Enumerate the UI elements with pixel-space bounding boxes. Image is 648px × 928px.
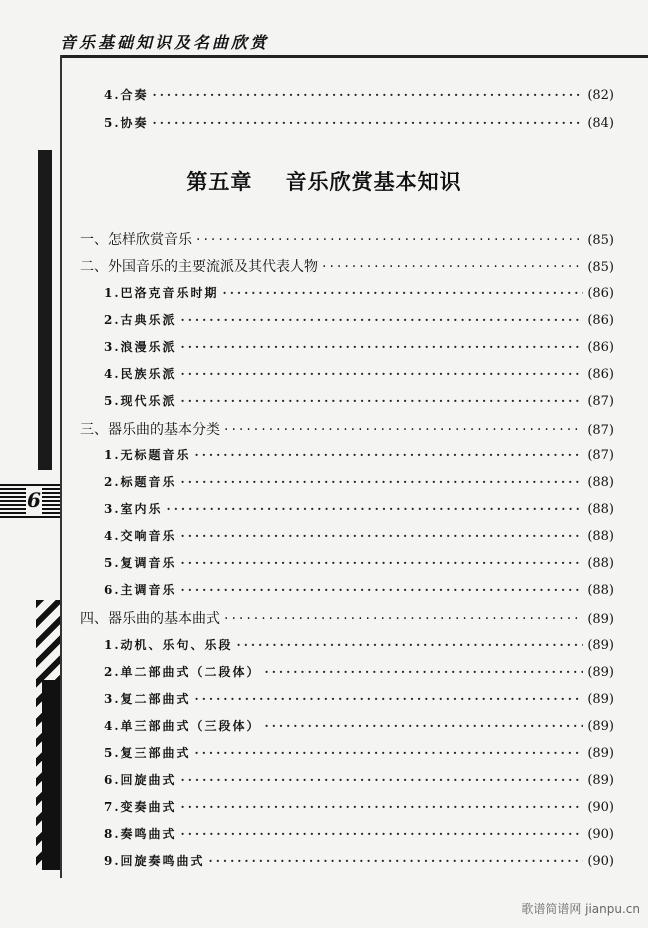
toc-entry[interactable]: [104, 446, 614, 463]
toc-section[interactable]: [80, 419, 614, 439]
toc-entry-title: 3.浪漫乐派: [104, 340, 177, 354]
toc-leader-dots: [181, 827, 584, 841]
toc-entry[interactable]: [104, 744, 614, 761]
toc-entry-page: (89): [587, 638, 614, 653]
toc-entry-title: 2.单二部曲式（二段体）: [104, 665, 261, 679]
toc-entry-title: 1.巴洛克音乐时期: [104, 286, 219, 300]
toc-leader-dots: [181, 475, 584, 489]
toc-entry-page: (90): [587, 854, 614, 869]
toc-section[interactable]: [80, 608, 614, 628]
toc-entry-title: 4.单三部曲式（三段体）: [104, 719, 261, 733]
toc-entry[interactable]: [104, 392, 614, 409]
toc-entry-title: 1.无标题音乐: [104, 448, 191, 462]
toc-entry[interactable]: [104, 663, 614, 680]
toc-entry[interactable]: [104, 338, 614, 355]
toc-entry-page: (86): [587, 340, 614, 355]
toc-entry-page: (89): [587, 692, 614, 707]
toc-entry-title: 4.交响音乐: [104, 529, 177, 543]
toc-entry-title: 4.合奏: [104, 88, 149, 102]
toc-entry[interactable]: [104, 690, 614, 707]
toc-leader-dots: [265, 665, 584, 679]
margin-decoration-bar-lower: [42, 680, 60, 870]
toc-entry-title: 5.协奏: [104, 116, 149, 130]
toc-entry-page: (88): [587, 475, 614, 490]
toc-entry-page: (88): [587, 556, 614, 571]
toc-entry[interactable]: [104, 500, 614, 517]
toc-entry-page: (88): [587, 529, 614, 544]
toc-leader-dots: [181, 394, 584, 408]
toc-entry-title: 四、器乐曲的基本曲式: [80, 611, 220, 627]
toc-entry[interactable]: [104, 771, 614, 788]
toc-entry-title: 3.复二部曲式: [104, 692, 191, 706]
toc-leader-dots: [153, 88, 584, 102]
toc-entry-title: 5.现代乐派: [104, 394, 177, 408]
toc-entry[interactable]: [104, 554, 614, 571]
toc-entry-title: 6.回旋曲式: [104, 773, 177, 787]
book-header-title: 音乐基础知识及名曲欣赏: [60, 33, 270, 52]
toc-leader-dots: [181, 529, 584, 543]
toc-leader-dots: [265, 719, 584, 733]
site-watermark: 歌谱简谱网 jianpu.cn: [521, 902, 640, 916]
toc-entry-title: 9.回旋奏鸣曲式: [104, 854, 205, 868]
margin-decoration-bar: [38, 150, 52, 470]
toc-entry-page: (84): [587, 116, 614, 131]
page-number: 6: [27, 488, 41, 512]
header-rule: [60, 55, 648, 58]
toc-entry-title: 3.室内乐: [104, 502, 163, 516]
toc-entry-title: 5.复三部曲式: [104, 746, 191, 760]
toc-entry-title: 4.民族乐派: [104, 367, 177, 381]
toc-entry[interactable]: [104, 311, 614, 328]
toc-leader-dots: [322, 259, 583, 275]
toc-entry[interactable]: [104, 852, 614, 869]
toc-entry-title: 7.变奏曲式: [104, 800, 177, 814]
toc-leader-dots: [237, 638, 584, 652]
toc-entry[interactable]: [104, 825, 614, 842]
toc-entry-page: (85): [587, 233, 614, 248]
toc-entry[interactable]: [104, 798, 614, 815]
toc-leader-dots: [196, 232, 583, 248]
toc-entry-title: 8.奏鸣曲式: [104, 827, 177, 841]
toc-entry-page: (89): [587, 719, 614, 734]
toc-entry-title: 5.复调音乐: [104, 556, 177, 570]
toc-entry-page: (88): [587, 583, 614, 598]
toc-leader-dots: [167, 502, 584, 516]
toc-section[interactable]: [80, 229, 614, 249]
toc-leader-dots: [209, 854, 584, 868]
toc-entry[interactable]: [104, 473, 614, 490]
toc-leader-dots: [181, 313, 584, 327]
toc-section[interactable]: [80, 256, 614, 276]
toc-entry[interactable]: [104, 86, 614, 103]
toc-entry[interactable]: [104, 284, 614, 301]
toc-entry-title: 三、器乐曲的基本分类: [80, 422, 220, 438]
toc-leader-dots: [181, 773, 584, 787]
toc-entry[interactable]: [104, 527, 614, 544]
toc-entry-title: 二、外国音乐的主要流派及其代表人物: [80, 259, 318, 275]
toc-leader-dots: [195, 746, 584, 760]
toc-entry[interactable]: [104, 717, 614, 734]
toc-entry-page: (90): [587, 827, 614, 842]
toc-entry[interactable]: [104, 581, 614, 598]
toc-entry-page: (89): [587, 612, 614, 627]
toc-entry-page: (82): [587, 88, 614, 103]
toc-entry[interactable]: [104, 365, 614, 382]
toc-leader-dots: [181, 340, 584, 354]
toc-leader-dots: [195, 692, 584, 706]
toc-entry-page: (86): [587, 286, 614, 301]
margin-rule-lower: [60, 518, 62, 878]
toc-leader-dots: [195, 448, 584, 462]
toc-entry-page: (85): [587, 260, 614, 275]
toc-entry-page: (87): [587, 423, 614, 438]
toc-leader-dots: [181, 583, 584, 597]
toc-entry-page: (89): [587, 773, 614, 788]
toc-entry-page: (86): [587, 367, 614, 382]
toc-entry-title: 1.动机、乐句、乐段: [104, 638, 233, 652]
toc-entry-title: 2.古典乐派: [104, 313, 177, 327]
toc-leader-dots: [153, 116, 584, 130]
margin-rule: [60, 55, 62, 525]
toc-entry-title: 一、怎样欣赏音乐: [80, 232, 192, 248]
toc-leader-dots: [224, 422, 583, 438]
toc-entry-page: (87): [587, 448, 614, 463]
toc-entry[interactable]: [104, 636, 614, 653]
toc-leader-dots: [181, 556, 584, 570]
toc-entry-page: (89): [587, 746, 614, 761]
toc-entry-page: (87): [587, 394, 614, 409]
chapter-title: 第五章 音乐欣赏基本知识: [186, 170, 462, 194]
toc-entry-page: (90): [587, 800, 614, 815]
toc-entry-title: 6.主调音乐: [104, 583, 177, 597]
toc-leader-dots: [181, 800, 584, 814]
toc-entry[interactable]: [104, 114, 614, 131]
toc-entry-title: 2.标题音乐: [104, 475, 177, 489]
toc-entry-page: (86): [587, 313, 614, 328]
toc-leader-dots: [181, 367, 584, 381]
toc-leader-dots: [223, 286, 584, 300]
toc-leader-dots: [224, 611, 583, 627]
toc-entry-page: (88): [587, 502, 614, 517]
toc-entry-page: (89): [587, 665, 614, 680]
